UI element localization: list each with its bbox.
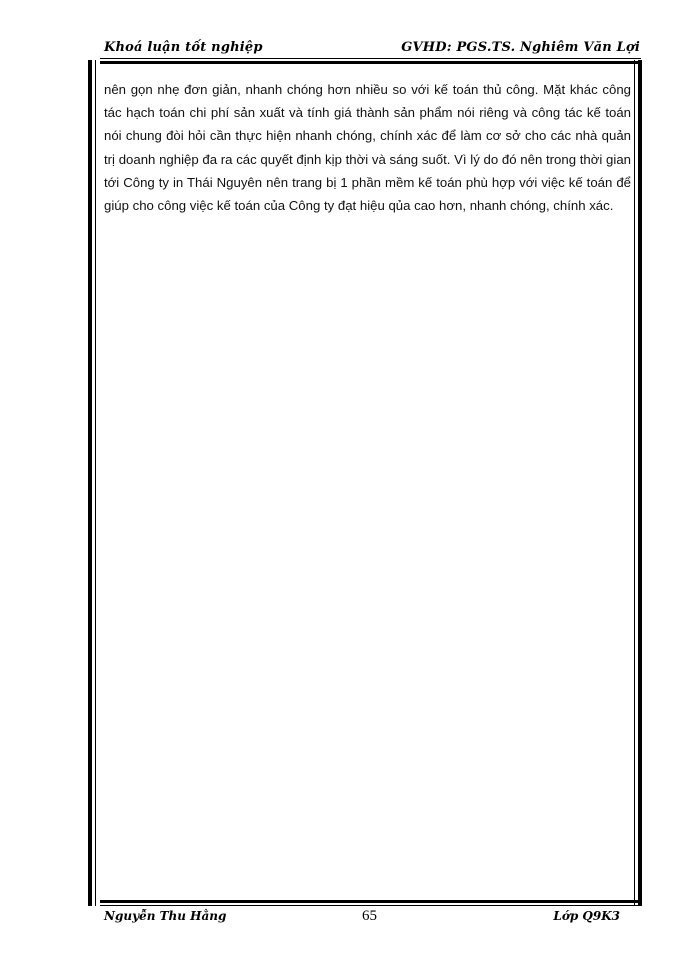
header-rule-thick [100, 61, 641, 64]
header-supervisor: GVHD: PGS.TS. Nghiêm Văn Lợi [401, 40, 640, 55]
header-rule-thin [100, 58, 641, 59]
page-header [100, 40, 640, 60]
footer-rule-thick [100, 900, 641, 903]
page-border-left-inner [95, 60, 96, 906]
page-border-right [638, 60, 642, 906]
page-border-left [88, 60, 92, 906]
footer-author: Nguyễn Thu Hằng [104, 909, 227, 923]
page-footer [100, 906, 640, 930]
footer-class: Lớp Q9K3 [553, 909, 620, 923]
body-paragraph: nên gọn nhẹ đơn giản, nhanh chóng hơn nhiều so với kế toán thủ công. Mặt khác công tác hạch toán chi phí sản xuất và tính giá thành sản phẩm nói riêng và công tác kế toán nói chung đòi hỏi cần thực hiện nhanh chóng, chính xác để làm cơ sở cho các nhà quản trị doanh nghiệp đa ra các quyết định kịp thời và sáng suốt. Vì lý do đó nên trong thời gian tới Công ty in Thái Nguyên nên trang bị 1 phần mềm kế toán phù hợp với việc kế toán để giúp cho công việc kế toán của Công ty đạt hiệu qủa cao hơn, nhanh chóng, chính xác. [104, 82, 631, 214]
page-border-right-inner [634, 60, 635, 906]
page-number: 65 [362, 908, 377, 924]
body-text [104, 78, 631, 217]
header-thesis-title: Khoá luận tốt nghiệp [104, 40, 263, 55]
